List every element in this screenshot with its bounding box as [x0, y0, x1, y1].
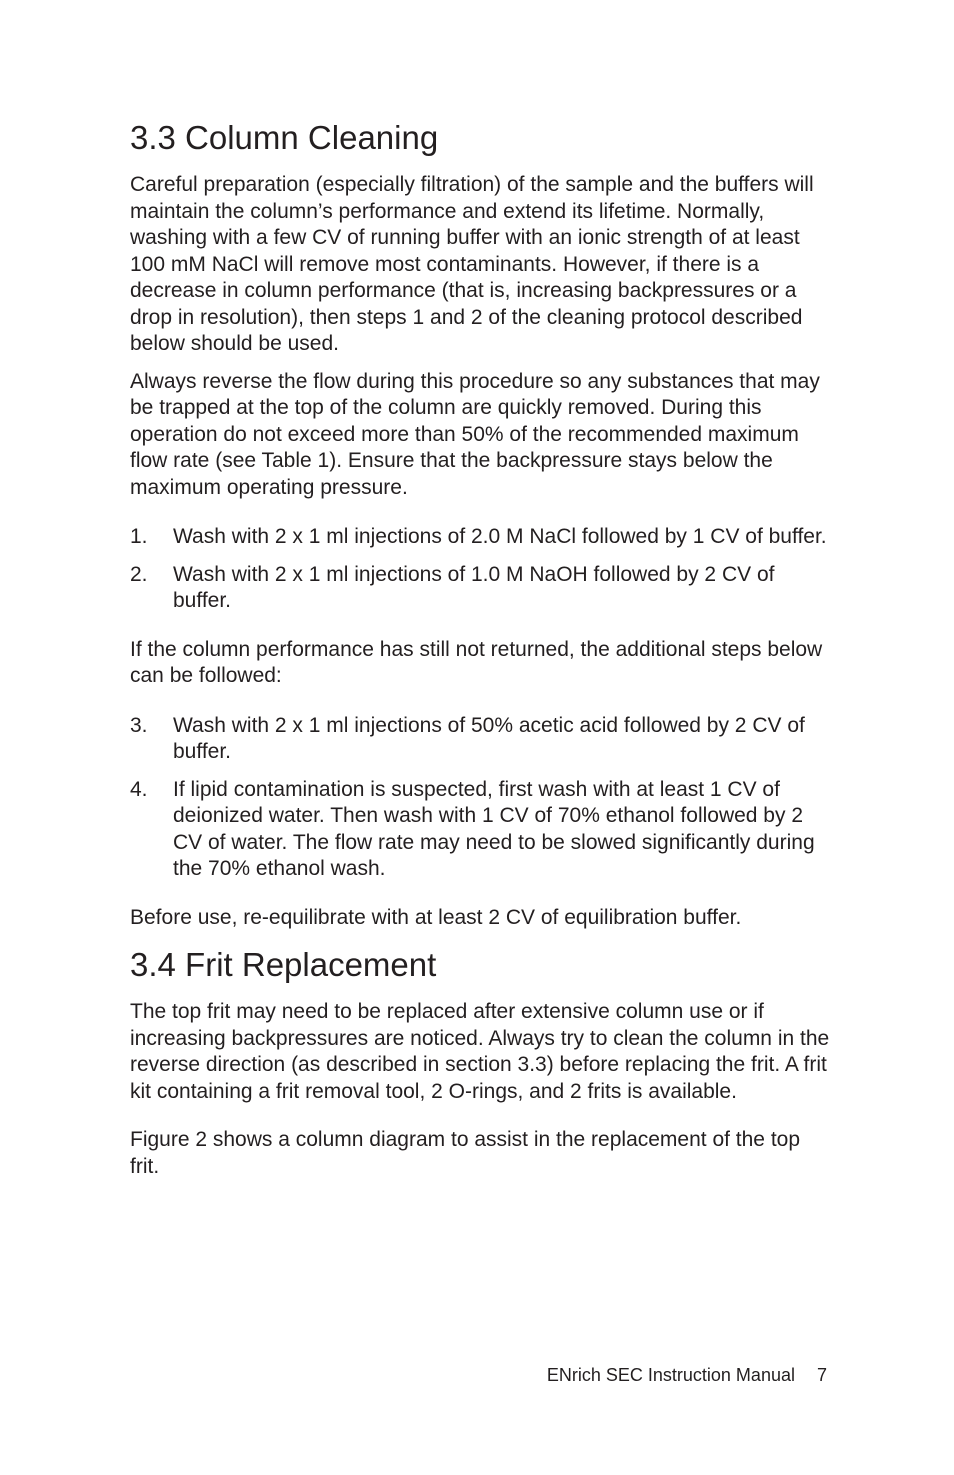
- list-item: [130, 524, 830, 551]
- section-heading-column-cleaning: 3.3 Column Cleaning: [130, 119, 439, 156]
- page-number: 7: [816, 1365, 827, 1385]
- section-frit-replacement: [130, 945, 830, 1180]
- cleaning-steps-list-2: [130, 713, 830, 883]
- list-item: [130, 562, 830, 615]
- list-item: [130, 713, 830, 766]
- manual-title: ENrich SEC Instruction Manual: [546, 1365, 795, 1385]
- step-number: 3.: [130, 713, 148, 737]
- step-text: Wash with 2 x 1 ml injections of 2.0 M NaCl followed by 1 CV of buffer.: [173, 525, 827, 548]
- section-column-cleaning: [130, 118, 830, 931]
- paragraph-careful-preparation: Careful preparation (especially filtration) of the sample and the buffers will maintain the column’s performance and extend its lifetime. Normally, washing with a few CV of running buffer with an ionic strength of at least 100 mM NaCl will remove most contaminants. However, if there is a decrease in column performance (that is, increasing backpressures or a drop in resolution), then steps 1 and 2 of the cleaning protocol described below should be used.: [130, 173, 814, 355]
- list-item: [130, 777, 830, 883]
- step-text: If lipid contamination is suspected, first wash with at least 1 CV of deionized water. Then wash with 1 CV of 70% ethanol followed by 2 CV of water. The flow rate may need to be slowed significantly during the 70% ethanol wash.: [173, 777, 815, 880]
- cleaning-steps-list-1: [130, 524, 830, 615]
- paragraph-re-equilibrate: Before use, re-equilibrate with at least 2 CV of equilibration buffer.: [130, 905, 742, 929]
- step-number: 2.: [130, 562, 148, 586]
- paragraph-top-frit: The top frit may need to be replaced after extensive column use or if increasing backpressures are noticed. Always try to clean the column in the reverse direction (as described in section 3.3) before replacing the frit. A frit kit containing a frit removal tool, 2 O-rings, and 2 frits is available.: [130, 1000, 830, 1103]
- page-footer: [547, 1363, 827, 1387]
- step-number: 4.: [130, 777, 148, 801]
- paragraph-reverse-flow: Always reverse the flow during this procedure so any substances that may be trapped at the top of the column are quickly removed. During this operation do not exceed more than 50% of the recommended maximum flow rate (see Table 1). Ensure that the backpressure stays below the maximum operating pressure.: [130, 369, 820, 499]
- page-content: [130, 118, 830, 1191]
- step-text: Wash with 2 x 1 ml injections of 1.0 M NaOH followed by 2 CV of buffer.: [173, 562, 775, 612]
- section-heading-frit-replacement: 3.4 Frit Replacement: [130, 946, 437, 983]
- step-number: 1.: [130, 525, 148, 548]
- paragraph-figure-reference: Figure 2 shows a column diagram to assist in the replacement of the top frit.: [130, 1128, 801, 1178]
- paragraph-additional-steps: If the column performance has still not returned, the additional steps below can be followed:: [130, 637, 823, 687]
- step-text: Wash with 2 x 1 ml injections of 50% acetic acid followed by 2 CV of buffer.: [173, 713, 805, 763]
